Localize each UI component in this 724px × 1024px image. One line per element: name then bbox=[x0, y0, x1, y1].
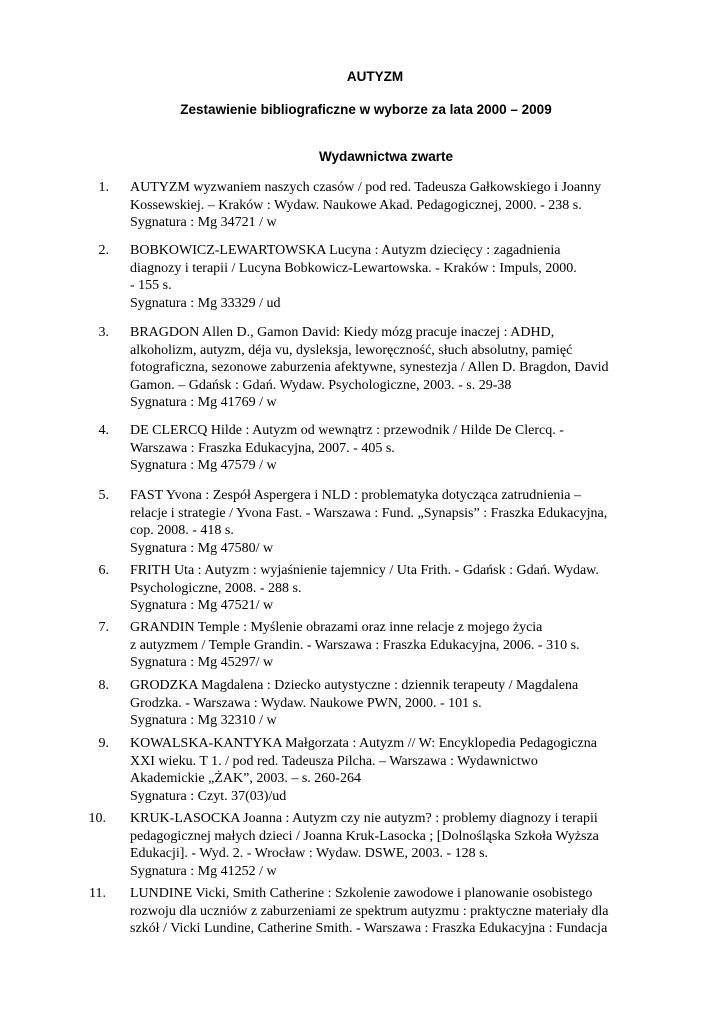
entry-line: KRUK-LASOCKA Joanna : Autyzm czy nie autyzm? : problemy diagnozy i terapii bbox=[130, 811, 598, 826]
entry-line: Sygnatura : Mg 32310 / w bbox=[130, 713, 277, 728]
entry-line: Gamon. – Gdańsk : Gdań. Wydaw. Psychologiczne, 2003. - s. 29-38 bbox=[130, 377, 512, 393]
entry-number: 9. bbox=[98, 736, 109, 751]
entry-line: KOWALSKA-KANTYKA Małgorzata : Autyzm // W: Encyklopedia Pedagogiczna bbox=[130, 736, 597, 751]
entry-line: Edukacji]. - Wyd. 2. - Wrocław : Wydaw. DSWE, 2003. - 128 s. bbox=[130, 846, 489, 861]
entry-line: pedagogicznej małych dzieci / Joanna Kruk-Lasocka ; [Dolnośląska Szkoła Wyższa bbox=[130, 828, 599, 844]
entry-text bbox=[130, 735, 650, 805]
entry-line: rozwoju dla uczniów z zaburzeniami ze spektrum autyzmu : praktyczne materiały dla bbox=[130, 903, 609, 919]
entry-line: XXI wieku. T 1. / pod red. Tadeusza Pilcha. – Warszawa : Wydawnictwo bbox=[130, 753, 538, 769]
entry-line: BRAGDON Allen D., Gamon David: Kiedy mózg pracuje inaczej : ADHD, bbox=[130, 325, 555, 340]
entry-line: - 155 s. bbox=[130, 278, 172, 293]
entry-line: alkoholizm, autyzm, déja vu, dysleksja, leworęczność, słuch absolutny, pamięć bbox=[130, 342, 573, 358]
entry-number: 4. bbox=[98, 423, 109, 438]
entry-line: DE CLERCQ Hilde : Autyzm od wewnątrz : przewodnik / Hilde De Clercq. - bbox=[130, 423, 564, 438]
entry-line: GRODZKA Magdalena : Dziecko autystyczne : dziennik terapeuty / Magdalena bbox=[130, 678, 579, 693]
entry-number: 3. bbox=[98, 325, 109, 340]
entry-line: cop. 2008. - 418 s. bbox=[130, 523, 234, 538]
entry-number: 11. bbox=[89, 886, 106, 901]
entry-line: Sygnatura : Mg 33329 / ud bbox=[130, 295, 281, 311]
entry-line: Sygnatura : Mg 47579 / w bbox=[130, 458, 277, 473]
document-title: AUTYZM bbox=[346, 69, 404, 84]
entry-number: 6. bbox=[98, 563, 109, 578]
entry-text bbox=[130, 810, 650, 880]
entry-line: GRANDIN Temple : Myślenie obrazami oraz inne relacje z mojego życia bbox=[130, 620, 543, 635]
entry-number: 2. bbox=[98, 243, 109, 258]
entry-line: Sygnatura : Mg 45297/ w bbox=[130, 655, 274, 670]
entry-line: FRITH Uta : Autyzm : wyjaśnienie tajemnicy / Uta Frith. - Gdańsk : Gdań. Wydaw. bbox=[130, 563, 599, 578]
entry-line: Warszawa : Fraszka Edukacyjna, 2007. - 405 s. bbox=[130, 440, 395, 456]
entry-text bbox=[130, 619, 650, 672]
entry-number: 10. bbox=[88, 811, 106, 826]
entry-text bbox=[130, 885, 650, 938]
entry-line: LUNDINE Vicki, Smith Catherine : Szkolenie zawodowe i planowanie osobistego bbox=[130, 886, 593, 901]
entry-line: Akademickie „ŻAK”, 2003. – s. 260-264 bbox=[130, 771, 361, 786]
entry-text bbox=[130, 179, 650, 232]
entry-line: diagnozy i terapii / Lucyna Bobkowicz-Lewartowska. - Kraków : Impuls, 2000. bbox=[130, 260, 577, 276]
entry-text bbox=[130, 487, 650, 557]
entry-line: szkół / Vicki Lundine, Catherine Smith. - Warszawa : Fraszka Edukacyjna : Fundacja bbox=[130, 921, 608, 936]
document-subtitle: Zestawienie bibliograficzne w wyborze za lata 2000 – 2009 bbox=[180, 102, 552, 117]
entry-text bbox=[130, 677, 650, 730]
entry-number: 1. bbox=[98, 180, 109, 195]
entry-line: Sygnatura : Mg 47521/ w bbox=[130, 598, 274, 613]
entry-number: 5. bbox=[98, 488, 109, 503]
entry-line: Sygnatura : Mg 47580/ w bbox=[130, 540, 274, 556]
entry-number: 8. bbox=[98, 678, 109, 693]
entry-line: z autyzmem / Temple Grandin. - Warszawa : Fraszka Edukacyjna, 2006. - 310 s. bbox=[130, 637, 580, 653]
entry-line: Sygnatura : Mg 41769 / w bbox=[130, 395, 277, 410]
entry-number: 7. bbox=[98, 620, 109, 635]
entry-line: Sygnatura : Czyt. 37(03)/ud bbox=[130, 788, 287, 804]
entry-line: Sygnatura : Mg 41252 / w bbox=[130, 863, 277, 879]
entry-text bbox=[130, 324, 650, 412]
entry-line: Grodzka. - Warszawa : Wydaw. Naukowe PWN, 2000. - 101 s. bbox=[130, 695, 482, 711]
entry-line: BOBKOWICZ-LEWARTOWSKA Lucyna : Autyzm dziecięcy : zagadnienia bbox=[130, 243, 561, 258]
entry-line: relacje i strategie / Yvona Fast. - Warszawa : Fund. „Synapsis” : Fraszka Edukacyjna, bbox=[130, 505, 608, 521]
entry-line: Sygnatura : Mg 34721 / w bbox=[130, 215, 277, 230]
entry-line: Kossewskiej. – Kraków : Wydaw. Naukowe Akad. Pedagogicznej, 2000. - 238 s. bbox=[130, 197, 582, 213]
entry-line: FAST Yvona : Zespół Aspergera i NLD : problematyka dotycząca zatrudnienia – bbox=[130, 488, 582, 503]
entry-text bbox=[130, 562, 650, 615]
section-heading: Wydawnictwa zwarte bbox=[318, 149, 454, 164]
entry-text bbox=[130, 422, 650, 475]
entry-text bbox=[130, 242, 650, 312]
entry-line: AUTYZM wyzwaniem naszych czasów / pod red. Tadeusza Gałkowskiego i Joanny bbox=[130, 180, 602, 195]
entry-line: Psychologiczne, 2008. - 288 s. bbox=[130, 580, 302, 596]
entry-line: fotograficzna, sezonowe zaburzenia afektywne, synestezja / Allen D. Bragdon, David bbox=[130, 360, 609, 375]
